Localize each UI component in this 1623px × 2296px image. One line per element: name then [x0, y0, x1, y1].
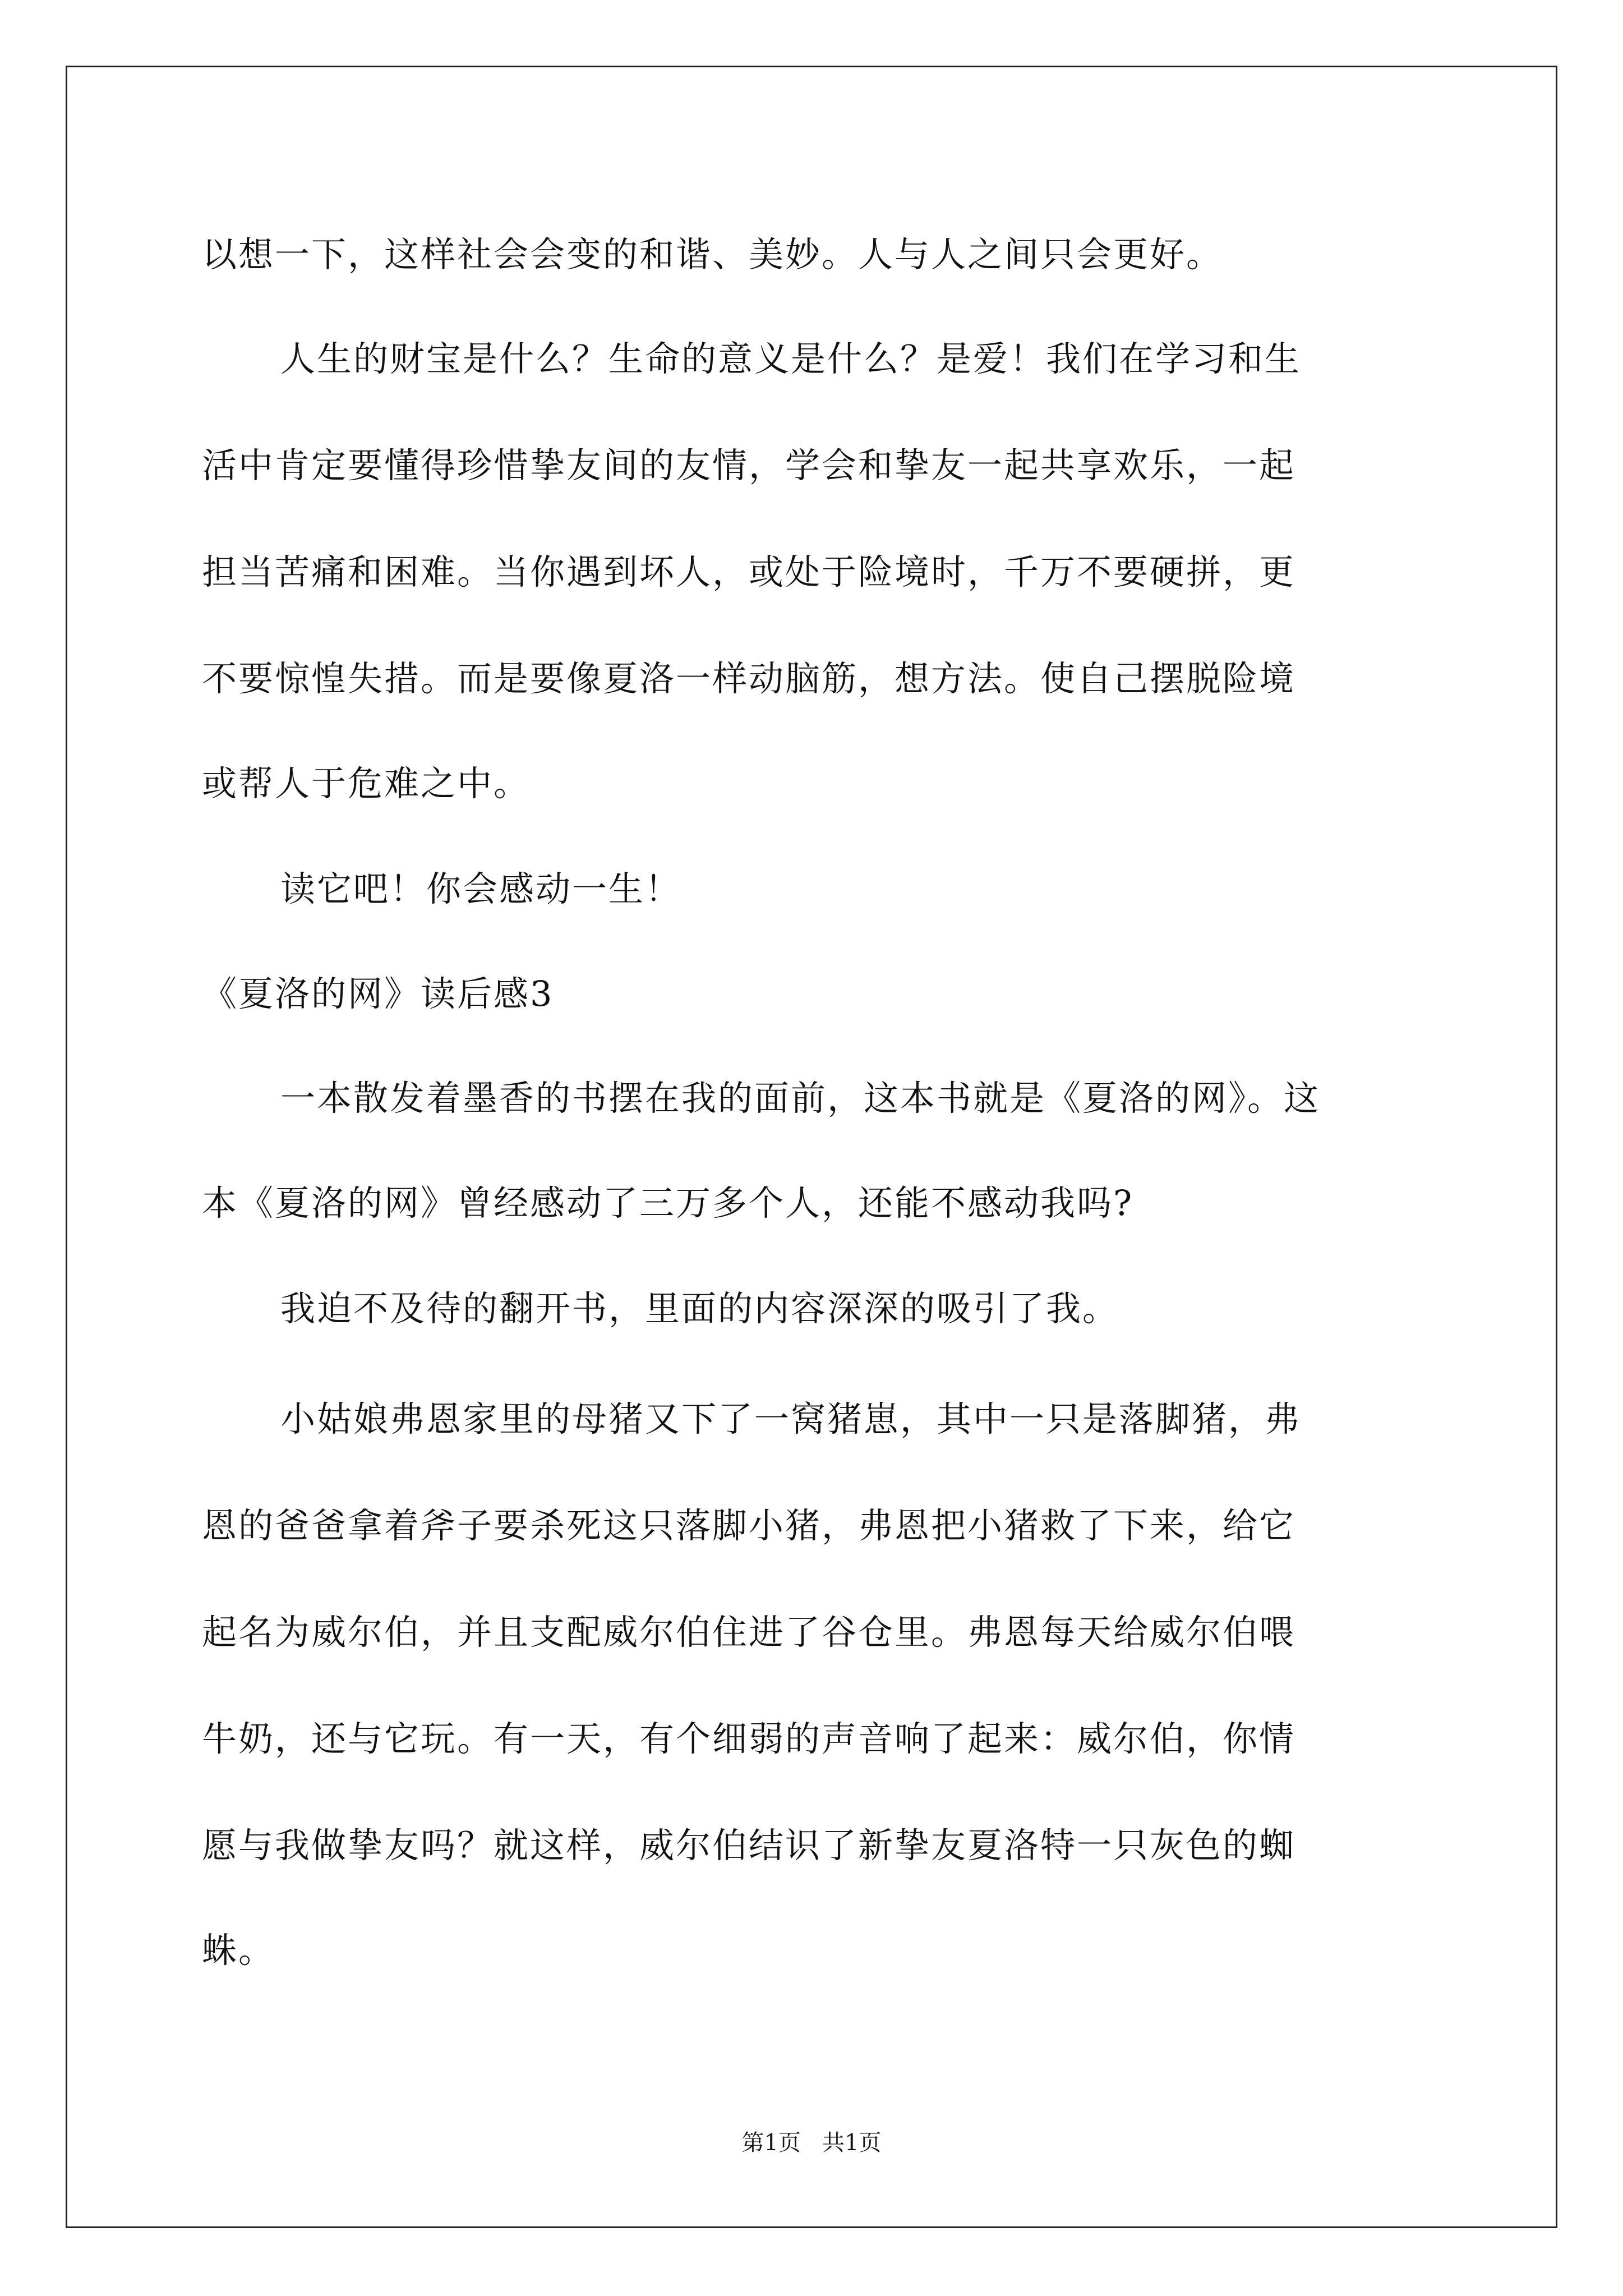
paragraph-line: 人生的财宝是什么？生命的意义是什么？是爱！我们在学习和生	[280, 338, 1302, 379]
paragraph-line: 起名为威尔伯，并且支配威尔伯住进了谷仓里。弗恩每天给威尔伯喂	[202, 1612, 1296, 1653]
section-heading: 《夏洛的网》读后感3	[202, 973, 554, 1014]
paragraph-line: 或帮人于危难之中。	[202, 763, 531, 804]
paragraph-line: 恩的爸爸拿着斧子要杀死这只落脚小猪，弗恩把小猪救了下来，给它	[202, 1505, 1296, 1546]
paragraph-line: 活中肯定要懂得珍惜挚友间的友情，学会和挚友一起共享欢乐，一起	[202, 445, 1296, 486]
paragraph-line: 不要惊惶失措。而是要像夏洛一样动脑筋，想方法。使自己摆脱险境	[202, 658, 1296, 699]
paragraph-line: 牛奶，还与它玩。有一天，有个细弱的声音响了起来：威尔伯，你情	[202, 1718, 1296, 1759]
page-footer: 第1页 共1页	[741, 2130, 882, 2156]
paragraph-line: 愿与我做挚友吗？就这样，威尔伯结识了新挚友夏洛特一只灰色的蜘	[202, 1825, 1296, 1866]
paragraph-line: 我迫不及待的翻开书，里面的内容深深的吸引了我。	[280, 1288, 1119, 1329]
paragraph-line: 担当苦痛和困难。当你遇到坏人，或处于险境时，千万不要硬拼，更	[202, 551, 1296, 592]
paragraph-line: 蛛。	[202, 1930, 275, 1971]
paragraph-line: 小姑娘弗恩家里的母猪又下了一窝猪崽，其中一只是落脚猪，弗	[280, 1398, 1302, 1439]
paragraph-line: 读它吧！你会感动一生！	[280, 868, 682, 909]
paragraph-line: 一本散发着墨香的书摆在我的面前，这本书就是《夏洛的网》。这	[280, 1078, 1321, 1119]
paragraph-line: 以想一下，这样社会会变的和谐、美妙。人与人之间只会更好。	[202, 234, 1223, 275]
page-border	[66, 66, 1557, 2228]
paragraph-line: 本《夏洛的网》曾经感动了三万多个人，还能不感动我吗?	[202, 1182, 1134, 1223]
